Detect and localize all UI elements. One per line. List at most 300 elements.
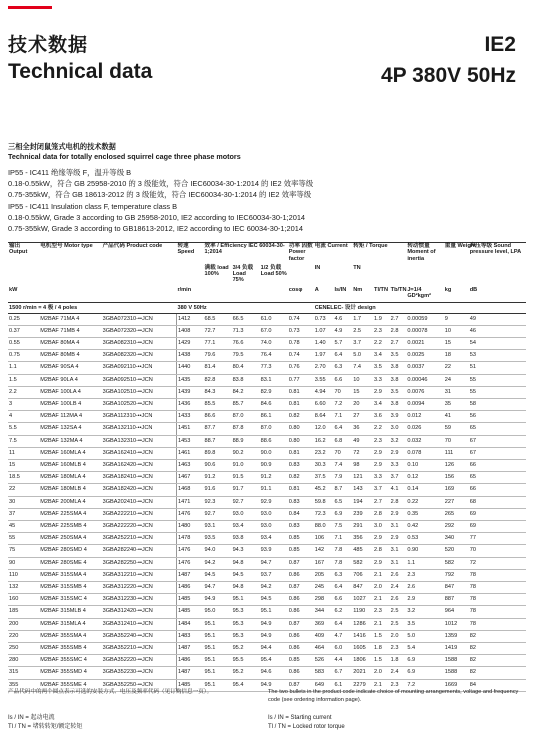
table-cell: 2.0 <box>390 630 407 642</box>
table-cell: 69 <box>469 508 526 520</box>
table-cell: 11 <box>8 447 39 459</box>
table-cell: 2021 <box>352 667 373 679</box>
table-cell: 90.6 <box>203 459 231 471</box>
table-cell: 94.6 <box>260 667 288 679</box>
table-cell: 10 <box>352 374 373 386</box>
table-cell: 87.0 <box>232 411 260 423</box>
table-cell: 2.6 <box>390 569 407 581</box>
table-row <box>8 508 526 520</box>
table-cell: 0.74 <box>288 313 314 325</box>
table-row <box>8 569 526 581</box>
table-cell: 94.8 <box>232 557 260 569</box>
table-cell: 0.85 <box>288 655 314 667</box>
table-cell: 94.5 <box>203 569 231 581</box>
table-cell: 66.5 <box>232 313 260 325</box>
table-cell: 0.14 <box>406 484 443 496</box>
intro-line: IP55 - IC411 绝缘等级 F，温升等级 B <box>8 168 132 177</box>
table-cell: 0.90 <box>406 545 443 557</box>
table-cell: 2.9 <box>373 459 390 471</box>
table-cell: 94.4 <box>260 642 288 654</box>
table-row <box>8 667 526 679</box>
table-cell: 200 <box>8 618 39 630</box>
table-cell: 1412 <box>176 313 203 325</box>
table-cell: 3GBA312210-••JCN <box>102 569 177 581</box>
table-cell: 887 <box>444 594 469 606</box>
table-cell: 6.8 <box>334 435 353 447</box>
table-cell: 220 <box>8 630 39 642</box>
table-cell: 1190 <box>352 606 373 618</box>
table-cell: 0.86 <box>288 630 314 642</box>
col-motor-type: 电机型号 Motor type <box>39 243 101 265</box>
table-cell: 4.9 <box>334 325 353 337</box>
table-cell: M2BAF 280SMD 4 <box>39 545 101 557</box>
table-cell: 315 <box>8 667 39 679</box>
table-cell: 93.8 <box>232 533 260 545</box>
table-cell: 1359 <box>444 630 469 642</box>
table-cell: 94.3 <box>232 545 260 557</box>
table-cell: 94.0 <box>203 545 231 557</box>
table-cell: 22 <box>444 362 469 374</box>
table-cell: 8.7 <box>334 484 353 496</box>
table-cell: 16.2 <box>314 435 334 447</box>
table-cell: 80.4 <box>232 362 260 374</box>
table-cell: 94.5 <box>232 569 260 581</box>
table-cell: 51 <box>469 362 526 374</box>
table-cell: 94.5 <box>260 594 288 606</box>
table-cell: 2.9 <box>373 386 390 398</box>
table-cell: 94.9 <box>260 630 288 642</box>
table-cell: M2BAF 250SMA 4 <box>39 533 101 545</box>
table-cell: 93.7 <box>260 569 288 581</box>
col-moment: 转动惯量 Moment of inertia <box>406 243 443 265</box>
table-cell: 160 <box>8 594 39 606</box>
table-row <box>8 545 526 557</box>
table-cell: 0.86 <box>288 606 314 618</box>
table-cell: 0.87 <box>288 618 314 630</box>
table-cell: 77 <box>469 533 526 545</box>
table-cell: M2BAF 100LA 4 <box>39 386 101 398</box>
table-cell: 6.0 <box>334 642 353 654</box>
unit-nm: Nm <box>353 286 363 293</box>
table-cell: 0.81 <box>288 447 314 459</box>
table-cell: 91.1 <box>260 484 288 496</box>
table-cell: 7.4 <box>352 362 373 374</box>
table-cell: 92.3 <box>203 496 231 508</box>
table-cell: 68.5 <box>203 313 231 325</box>
table-cell: 0.81 <box>288 386 314 398</box>
table-cell: 94.8 <box>232 581 260 593</box>
table-cell: 84.2 <box>232 386 260 398</box>
table-cell: 0.0076 <box>406 386 443 398</box>
table-cell: 0.80 <box>288 435 314 447</box>
table-row <box>8 459 526 471</box>
table-cell: M2BAF 80MA 4 <box>39 337 101 349</box>
table-cell: 90 <box>8 557 39 569</box>
table-cell: 93.4 <box>232 520 260 532</box>
table-cell: 90.2 <box>232 447 260 459</box>
table-cell: 265 <box>444 508 469 520</box>
table-cell: M2BAF 355SME 4 <box>39 679 101 691</box>
table-cell: 3.0 <box>373 520 390 532</box>
table-row <box>8 472 526 484</box>
table-cell: 185 <box>8 606 39 618</box>
table-cell: 143 <box>352 484 373 496</box>
table-row <box>8 484 526 496</box>
table-cell: 3GBA072320-••JCN <box>102 325 177 337</box>
table-cell: 2.9 <box>373 447 390 459</box>
table-cell: 56 <box>469 411 526 423</box>
table-cell: 3GBA222210-••JCN <box>102 508 177 520</box>
table-cell: 1438 <box>176 350 203 362</box>
table-cell: 1439 <box>176 386 203 398</box>
table-cell: 2.1 <box>373 594 390 606</box>
table-cell: 3GBA312420-••JCN <box>102 606 177 618</box>
table-cell: 15 <box>8 459 39 471</box>
table-cell: 409 <box>314 630 334 642</box>
table-cell: 0.0094 <box>406 398 443 410</box>
table-cell: 18.5 <box>8 472 39 484</box>
table-cell: 95.1 <box>203 667 231 679</box>
table-cell: 91.5 <box>232 472 260 484</box>
table-cell: 3GBA182420-••JCN <box>102 484 177 496</box>
table-cell: 2.3 <box>373 325 390 337</box>
table-cell: 95.2 <box>232 667 260 679</box>
table-cell: 3GBA352220-••JCN <box>102 655 177 667</box>
table-cell: 1605 <box>352 642 373 654</box>
table-cell: 68 <box>469 496 526 508</box>
table-cell: 3GBA082310-••JCN <box>102 337 177 349</box>
table-cell: 1487 <box>176 569 203 581</box>
table-cell: 3.3 <box>373 374 390 386</box>
table-cell: 2.5 <box>352 325 373 337</box>
table-cell: 71.3 <box>232 325 260 337</box>
table-cell: 2.0 <box>373 581 390 593</box>
table-cell: 82.8 <box>203 374 231 386</box>
table-cell: 964 <box>444 606 469 618</box>
table-cell: 1476 <box>176 508 203 520</box>
table-cell: 2.1 <box>373 618 390 630</box>
table-cell: 1.8 <box>373 642 390 654</box>
motor-spec: 4P 380V 50Hz <box>380 64 516 87</box>
table-cell: 0.35 <box>406 508 443 520</box>
table-cell: 55 <box>469 386 526 398</box>
table-cell: 0.0037 <box>406 362 443 374</box>
table-cell: 15 <box>444 337 469 349</box>
col-speed: 转速 Speed <box>176 243 203 265</box>
unit-db: dB <box>469 286 478 293</box>
table-cell: 0.012 <box>406 411 443 423</box>
table-cell: 83.8 <box>232 374 260 386</box>
table-cell: 87.7 <box>203 423 231 435</box>
table-cell: 3.4 <box>373 398 390 410</box>
table-cell: 132 <box>8 581 39 593</box>
table-cell: 3GBA102520-••JCN <box>102 398 177 410</box>
table-cell: 0.85 <box>288 545 314 557</box>
table-cell: 1487 <box>176 667 203 679</box>
table-cell: 88.6 <box>260 435 288 447</box>
table-cell: 65 <box>469 472 526 484</box>
table-cell: 6.4 <box>334 350 353 362</box>
col-torque: 转矩 / Torque <box>352 243 406 265</box>
table-cell: 1435 <box>176 374 203 386</box>
table-cell: 3.5 <box>390 350 407 362</box>
table-cell: 93.0 <box>232 508 260 520</box>
table-cell: 91.7 <box>232 484 260 496</box>
table-cell: 0.77 <box>288 374 314 386</box>
table-cell: 79.6 <box>203 350 231 362</box>
table-cell: 1.07 <box>314 325 334 337</box>
table-cell: M2BAF 180MLB 4 <box>39 484 101 496</box>
table-cell: 88.9 <box>232 435 260 447</box>
table-cell: 582 <box>444 557 469 569</box>
table-cell: 93.9 <box>260 545 288 557</box>
table-cell: 4.4 <box>334 655 353 667</box>
table-cell: 1485 <box>176 679 203 691</box>
table-cell: 95.1 <box>203 618 231 630</box>
table-cell: 0.80 <box>288 423 314 435</box>
table-cell: 582 <box>352 557 373 569</box>
table-cell: 59 <box>444 423 469 435</box>
table-cell: 2.6 <box>390 594 407 606</box>
table-cell: 3GBA352210-••JCN <box>102 642 177 654</box>
table-cell: 6.3 <box>334 362 353 374</box>
table-cell: 3.5 <box>406 618 443 630</box>
table-cell: 82 <box>469 642 526 654</box>
table-cell: 1.1 <box>406 557 443 569</box>
table-row <box>8 606 526 618</box>
table-cell: 3.1 <box>390 557 407 569</box>
table-cell: 55 <box>8 533 39 545</box>
table-cell: 0.53 <box>406 533 443 545</box>
table-cell: 78 <box>469 618 526 630</box>
table-cell: 83.1 <box>260 374 288 386</box>
table-cell: M2BAF 315SMA 4 <box>39 569 101 581</box>
table-cell: 94.9 <box>260 618 288 630</box>
table-cell: M2BAF 200MLA 4 <box>39 496 101 508</box>
table-cell: 1012 <box>444 618 469 630</box>
table-cell: 70 <box>469 545 526 557</box>
legend-line: Tl / TN = 堵转转矩/额定转矩 <box>8 724 83 730</box>
table-cell: M2BAF 355SMA 4 <box>39 630 101 642</box>
table-cell: 7.8 <box>334 545 353 557</box>
table-cell: 70 <box>334 386 353 398</box>
table-cell: 66 <box>469 484 526 496</box>
table-cell: 86.6 <box>203 411 231 423</box>
table-cell: 4.94 <box>314 386 334 398</box>
table-cell: 1486 <box>176 655 203 667</box>
table-cell: 106 <box>314 533 334 545</box>
table-cell: 6.4 <box>334 618 353 630</box>
table-cell: 2279 <box>352 679 373 691</box>
table-cell: 0.86 <box>288 594 314 606</box>
table-cell: 3.5 <box>373 362 390 374</box>
table-cell: 706 <box>352 569 373 581</box>
table-cell: 280 <box>8 655 39 667</box>
table-cell: 2.4 <box>390 667 407 679</box>
table-cell: 194 <box>352 496 373 508</box>
table-cell: 4.6 <box>334 313 353 325</box>
table-cell: 355 <box>8 679 39 691</box>
table-cell: 2.4 <box>390 581 407 593</box>
table-cell: 98 <box>352 459 373 471</box>
table-cell: 95.3 <box>232 618 260 630</box>
table-cell: 72 <box>469 557 526 569</box>
table-cell: 0.86 <box>288 569 314 581</box>
table-cell: 95.3 <box>232 630 260 642</box>
table-cell: 12.0 <box>314 423 334 435</box>
table-cell: 87.0 <box>260 423 288 435</box>
section-label: 1500 r/min = 4 极 / 4 poles <box>8 302 176 313</box>
table-cell: 95.1 <box>260 606 288 618</box>
table-row <box>8 337 526 349</box>
footnote-en: The two bullets in the product code indicate choice of mounting arrangements, voltage and frequency code (see ordering information page). <box>268 689 519 703</box>
table-cell: 7.5 <box>8 435 39 447</box>
table-row <box>8 557 526 569</box>
table-cell: 0.86 <box>288 642 314 654</box>
table-cell: 792 <box>444 569 469 581</box>
table-cell: 0.42 <box>406 520 443 532</box>
table-cell: 0.84 <box>288 508 314 520</box>
table-cell: 81.4 <box>203 362 231 374</box>
intro-line: 0.18-0.55kW, Grade 3 according to GB 25958-2010, IE2 according to IEC60034-30-1;2014 <box>8 213 306 222</box>
table-cell: 23.2 <box>314 447 334 459</box>
table-cell: 72.7 <box>203 325 231 337</box>
table-cell: 0.12 <box>406 472 443 484</box>
table-cell: 5.0 <box>406 630 443 642</box>
table-cell: 847 <box>352 581 373 593</box>
table-cell: 1476 <box>176 557 203 569</box>
table-cell: 1588 <box>444 655 469 667</box>
table-cell: 5.0 <box>352 350 373 362</box>
table-cell: 1.9 <box>373 313 390 325</box>
table-cell: 84.3 <box>203 386 231 398</box>
table-cell: 94.9 <box>203 594 231 606</box>
table-cell: 3.7 <box>352 337 373 349</box>
table-cell: 82 <box>469 630 526 642</box>
table-cell: 37 <box>8 508 39 520</box>
table-cell: 0.87 <box>288 679 314 691</box>
table-cell: 0.25 <box>8 313 39 325</box>
table-cell: 3 <box>8 398 39 410</box>
table-cell: 0.73 <box>288 325 314 337</box>
table-cell: 2.9 <box>406 594 443 606</box>
table-cell: 121 <box>352 472 373 484</box>
table-cell: 3GBA312410-••JCN <box>102 618 177 630</box>
table-cell: 0.87 <box>288 581 314 593</box>
intro-en <box>8 201 305 234</box>
table-cell: 85.7 <box>232 398 260 410</box>
table-cell: 2.2 <box>373 337 390 349</box>
table-row <box>8 642 526 654</box>
table-cell: 10 <box>444 325 469 337</box>
table-cell: 1806 <box>352 655 373 667</box>
table-cell: 2.9 <box>390 508 407 520</box>
table-cell: 41 <box>444 411 469 423</box>
table-cell: 3.1 <box>390 545 407 557</box>
table-cell: 74.0 <box>260 337 288 349</box>
table-cell: 1480 <box>176 520 203 532</box>
col-current: 电流 Current <box>314 243 352 265</box>
table-cell: 356 <box>352 533 373 545</box>
table-cell: 3.1 <box>390 520 407 532</box>
table-cell: 1.8 <box>390 655 407 667</box>
table-cell: 91.2 <box>260 472 288 484</box>
table-cell: 227 <box>444 496 469 508</box>
table-cell: 1463 <box>176 459 203 471</box>
table-cell: 6.7 <box>334 667 353 679</box>
table-cell: 1.1 <box>8 362 39 374</box>
table-cell: 0.22 <box>406 496 443 508</box>
table-row <box>8 313 526 325</box>
table-cell: 3GBA092510-••JCN <box>102 374 177 386</box>
table-cell: 2.1 <box>373 679 390 691</box>
table-row <box>8 423 526 435</box>
table-cell: 30 <box>8 496 39 508</box>
table-cell: 485 <box>352 545 373 557</box>
table-row <box>8 594 526 606</box>
legend-line: Tl / TN = Locked rotor torque <box>268 724 345 730</box>
table-cell: 3GBA102510-••JCN <box>102 386 177 398</box>
table-cell: 31 <box>444 386 469 398</box>
table-cell: 94.2 <box>260 581 288 593</box>
intro-cn <box>8 167 313 200</box>
table-cell: 95.0 <box>203 606 231 618</box>
table-cell: 91.6 <box>203 484 231 496</box>
table-cell: 1476 <box>176 545 203 557</box>
table-cell: 2.70 <box>314 362 334 374</box>
table-cell: 55 <box>469 374 526 386</box>
table-cell: 111 <box>444 447 469 459</box>
table-cell: 3GBA072310-••JCN <box>102 313 177 325</box>
table-cell: 6.1 <box>334 679 353 691</box>
table-cell: 95.1 <box>232 594 260 606</box>
unit-kg: kg <box>444 286 452 293</box>
table-cell: 0.026 <box>406 423 443 435</box>
table-cell: 93.4 <box>260 533 288 545</box>
table-cell: 2.8 <box>373 545 390 557</box>
table-cell: 30.3 <box>314 459 334 471</box>
table-cell: 1.5 <box>373 655 390 667</box>
table-cell: 1484 <box>176 618 203 630</box>
table-cell: M2BAF 132SA 4 <box>39 423 101 435</box>
table-cell: 169 <box>444 484 469 496</box>
table-cell: 1416 <box>352 630 373 642</box>
table-cell: 2.7 <box>390 337 407 349</box>
table-cell: 6.9 <box>406 655 443 667</box>
table-cell: 92.7 <box>203 508 231 520</box>
table-cell: 1429 <box>176 337 203 349</box>
table-cell: 291 <box>352 520 373 532</box>
table-cell: 245 <box>314 581 334 593</box>
table-cell: 7.1 <box>334 411 353 423</box>
table-cell: 35 <box>444 398 469 410</box>
table-cell: 0.82 <box>288 472 314 484</box>
table-cell: 126 <box>444 459 469 471</box>
table-cell: 0.078 <box>406 447 443 459</box>
table-cell: M2BAF 225SMB 4 <box>39 520 101 532</box>
table-row <box>8 520 526 532</box>
unit-cos: cosφ <box>288 286 303 293</box>
table-cell: M2BAF 355SMD 4 <box>39 667 101 679</box>
unit-tb-tn: Tb/TN <box>390 286 407 293</box>
table-cell: 649 <box>314 679 334 691</box>
table-cell: 76.4 <box>260 350 288 362</box>
table-cell: 45 <box>8 520 39 532</box>
table-cell: M2BAF 355SMC 4 <box>39 655 101 667</box>
table-cell: 87.8 <box>232 423 260 435</box>
table-cell: 84.6 <box>260 398 288 410</box>
col-tn: TN <box>353 264 361 271</box>
